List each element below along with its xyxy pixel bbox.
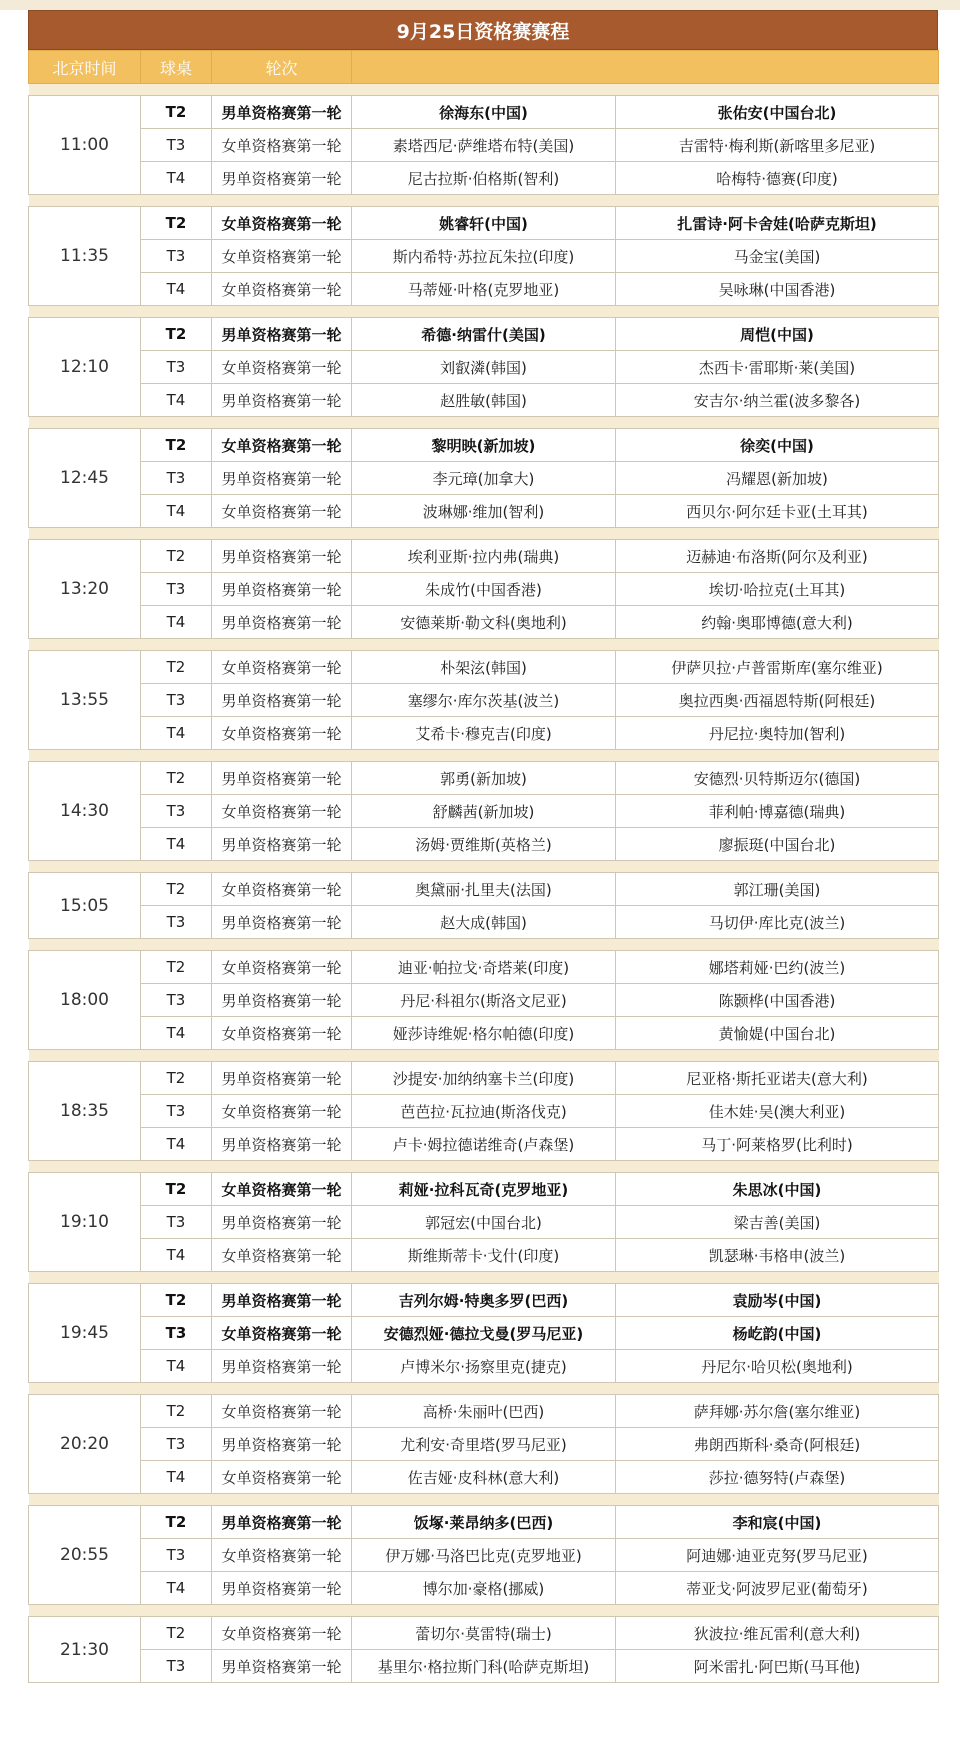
player2-cell: 蒂亚戈·阿波罗尼亚(葡萄牙) [616, 1572, 939, 1605]
slot-separator [29, 1050, 939, 1062]
separator-cell [29, 1383, 939, 1395]
player1-cell: 汤姆·贾维斯(英格兰) [352, 828, 616, 861]
time-cell: 21:30 [29, 1617, 141, 1683]
round-cell: 男单资格赛第一轮 [212, 762, 352, 795]
player2-cell: 廖振珽(中国台北) [616, 828, 939, 861]
table-cell: T3 [141, 351, 212, 384]
player1-cell: 李元璋(加拿大) [352, 462, 616, 495]
match-row [29, 96, 939, 129]
player2-cell: 马切伊·库比克(波兰) [616, 906, 939, 939]
round-cell: 女单资格赛第一轮 [212, 129, 352, 162]
round-cell: 男单资格赛第一轮 [212, 1062, 352, 1095]
round-cell: 男单资格赛第一轮 [212, 984, 352, 1017]
player2-cell: 弗朗西斯科·桑奇(阿根廷) [616, 1428, 939, 1461]
round-cell: 女单资格赛第一轮 [212, 240, 352, 273]
player1-cell: 博尔加·豪格(挪威) [352, 1572, 616, 1605]
table-cell: T3 [141, 984, 212, 1017]
round-cell: 男单资格赛第一轮 [212, 96, 352, 129]
round-cell: 男单资格赛第一轮 [212, 1506, 352, 1539]
match-row [29, 240, 939, 273]
table-cell: T3 [141, 129, 212, 162]
player2-cell: 菲利帕·博嘉德(瑞典) [616, 795, 939, 828]
time-cell: 12:10 [29, 318, 141, 417]
table-cell: T2 [141, 1617, 212, 1650]
player2-cell: 冯耀恩(新加坡) [616, 462, 939, 495]
player2-cell: 奥拉西奥·西福恩特斯(阿根廷) [616, 684, 939, 717]
table-cell: T2 [141, 1173, 212, 1206]
match-row [29, 1350, 939, 1383]
player2-cell: 伊萨贝拉·卢普雷斯库(塞尔维亚) [616, 651, 939, 684]
round-cell: 男单资格赛第一轮 [212, 906, 352, 939]
player2-cell: 李和宸(中国) [616, 1506, 939, 1539]
slot-separator [29, 861, 939, 873]
table-cell: T4 [141, 1572, 212, 1605]
player1-cell: 塞缪尔·库尔茨基(波兰) [352, 684, 616, 717]
player1-cell: 朱成竹(中国香港) [352, 573, 616, 606]
table-cell: T2 [141, 1284, 212, 1317]
player1-cell: 吉列尔姆·特奥多罗(巴西) [352, 1284, 616, 1317]
match-row [29, 1062, 939, 1095]
round-cell: 男单资格赛第一轮 [212, 318, 352, 351]
table-cell: T4 [141, 495, 212, 528]
match-row [29, 717, 939, 750]
slot-separator [29, 306, 939, 318]
table-cell: T2 [141, 762, 212, 795]
table-cell: T4 [141, 1239, 212, 1272]
player1-cell: 朴架泫(韩国) [352, 651, 616, 684]
match-row [29, 984, 939, 1017]
player2-cell: 凯瑟琳·韦格申(波兰) [616, 1239, 939, 1272]
separator-cell [29, 639, 939, 651]
time-cell: 20:55 [29, 1506, 141, 1605]
player1-cell: 希德·纳雷什(美国) [352, 318, 616, 351]
match-row [29, 906, 939, 939]
match-row [29, 429, 939, 462]
separator-cell [29, 84, 939, 96]
match-row [29, 1239, 939, 1272]
slot-separator [29, 1494, 939, 1506]
match-row [29, 873, 939, 906]
table-cell: T2 [141, 540, 212, 573]
table-cell: T2 [141, 873, 212, 906]
player1-cell: 蕾切尔·莫雷特(瑞士) [352, 1617, 616, 1650]
round-cell: 女单资格赛第一轮 [212, 1617, 352, 1650]
match-row [29, 1206, 939, 1239]
player1-cell: 安德烈娅·德拉戈曼(罗马尼亚) [352, 1317, 616, 1350]
round-cell: 男单资格赛第一轮 [212, 1128, 352, 1161]
match-row [29, 129, 939, 162]
table-cell: T3 [141, 1428, 212, 1461]
player2-cell: 埃切·哈拉克(土耳其) [616, 573, 939, 606]
separator-cell [29, 195, 939, 207]
match-row [29, 762, 939, 795]
round-cell: 男单资格赛第一轮 [212, 828, 352, 861]
round-cell: 女单资格赛第一轮 [212, 273, 352, 306]
player1-cell: 尤利安·奇里塔(罗马尼亚) [352, 1428, 616, 1461]
round-cell: 男单资格赛第一轮 [212, 462, 352, 495]
table-cell: T4 [141, 273, 212, 306]
slot-separator [29, 84, 939, 96]
table-cell: T4 [141, 717, 212, 750]
round-cell: 男单资格赛第一轮 [212, 540, 352, 573]
separator-cell [29, 306, 939, 318]
player2-cell: 哈梅特·德赛(印度) [616, 162, 939, 195]
table-cell: T3 [141, 1206, 212, 1239]
separator-cell [29, 1161, 939, 1173]
player2-cell: 丹尼尔·哈贝松(奥地利) [616, 1350, 939, 1383]
time-cell: 19:10 [29, 1173, 141, 1272]
player1-cell: 尼古拉斯·伯格斯(智利) [352, 162, 616, 195]
player2-cell: 阿米雷扎·阿巴斯(马耳他) [616, 1650, 939, 1683]
table-cell: T2 [141, 951, 212, 984]
match-row [29, 684, 939, 717]
time-cell: 12:45 [29, 429, 141, 528]
separator-cell [29, 528, 939, 540]
match-row [29, 162, 939, 195]
player1-cell: 郭冠宏(中国台北) [352, 1206, 616, 1239]
table-cell: T4 [141, 1017, 212, 1050]
separator-cell [29, 1494, 939, 1506]
slot-separator [29, 1383, 939, 1395]
table-cell: T2 [141, 1062, 212, 1095]
round-cell: 男单资格赛第一轮 [212, 384, 352, 417]
round-cell: 男单资格赛第一轮 [212, 1206, 352, 1239]
round-cell: 女单资格赛第一轮 [212, 951, 352, 984]
match-row [29, 462, 939, 495]
match-row [29, 1617, 939, 1650]
slot-separator [29, 417, 939, 429]
round-cell: 女单资格赛第一轮 [212, 1173, 352, 1206]
player2-cell: 徐奕(中国) [616, 429, 939, 462]
match-row [29, 351, 939, 384]
table-cell: T4 [141, 606, 212, 639]
player1-cell: 舒麟茜(新加坡) [352, 795, 616, 828]
player2-cell: 吴咏琳(中国香港) [616, 273, 939, 306]
player2-cell: 安吉尔·纳兰霍(波多黎各) [616, 384, 939, 417]
player2-cell: 萨拜娜·苏尔詹(塞尔维亚) [616, 1395, 939, 1428]
time-cell: 13:55 [29, 651, 141, 750]
round-cell: 女单资格赛第一轮 [212, 717, 352, 750]
round-cell: 女单资格赛第一轮 [212, 429, 352, 462]
player2-cell: 杨屹韵(中国) [616, 1317, 939, 1350]
time-cell: 14:30 [29, 762, 141, 861]
player1-cell: 饭塚·莱昂纳多(巴西) [352, 1506, 616, 1539]
player2-cell: 西贝尔·阿尔廷卡亚(土耳其) [616, 495, 939, 528]
slot-separator [29, 750, 939, 762]
time-cell: 13:20 [29, 540, 141, 639]
table-cell: T3 [141, 1539, 212, 1572]
table-cell: T2 [141, 318, 212, 351]
match-row [29, 573, 939, 606]
round-cell: 女单资格赛第一轮 [212, 1095, 352, 1128]
round-cell: 男单资格赛第一轮 [212, 1572, 352, 1605]
match-row [29, 1017, 939, 1050]
separator-cell [29, 750, 939, 762]
round-cell: 女单资格赛第一轮 [212, 873, 352, 906]
time-cell: 11:35 [29, 207, 141, 306]
player1-cell: 丹尼·科祖尔(斯洛文尼亚) [352, 984, 616, 1017]
player1-cell: 赵胜敏(韩国) [352, 384, 616, 417]
slot-separator [29, 1272, 939, 1284]
player1-cell: 赵大成(韩国) [352, 906, 616, 939]
player2-cell: 扎雷诗·阿卡舍娃(哈萨克斯坦) [616, 207, 939, 240]
table-cell: T4 [141, 1350, 212, 1383]
round-cell: 男单资格赛第一轮 [212, 573, 352, 606]
round-cell: 女单资格赛第一轮 [212, 1017, 352, 1050]
separator-cell [29, 861, 939, 873]
match-row [29, 1506, 939, 1539]
match-row [29, 1572, 939, 1605]
match-row [29, 384, 939, 417]
table-cell: T2 [141, 1506, 212, 1539]
player1-cell: 基里尔·格拉斯门科(哈萨克斯坦) [352, 1650, 616, 1683]
player2-cell: 佳木娃·吴(澳大利亚) [616, 1095, 939, 1128]
match-row [29, 1095, 939, 1128]
table-cell: T3 [141, 240, 212, 273]
player2-cell: 黄愉媞(中国台北) [616, 1017, 939, 1050]
player2-cell: 袁励岑(中国) [616, 1284, 939, 1317]
player2-cell: 陈颢桦(中国香港) [616, 984, 939, 1017]
table-header [29, 51, 939, 84]
player1-cell: 黎明映(新加坡) [352, 429, 616, 462]
round-cell: 男单资格赛第一轮 [212, 1428, 352, 1461]
match-row [29, 651, 939, 684]
table-cell: T3 [141, 795, 212, 828]
separator-cell [29, 1605, 939, 1617]
round-cell: 女单资格赛第一轮 [212, 651, 352, 684]
match-row [29, 1428, 939, 1461]
player2-cell: 莎拉·德努特(卢森堡) [616, 1461, 939, 1494]
player2-cell: 吉雷特·梅利斯(新喀里多尼亚) [616, 129, 939, 162]
time-cell: 20:20 [29, 1395, 141, 1494]
separator-cell [29, 939, 939, 951]
player1-cell: 迪亚·帕拉戈·奇塔莱(印度) [352, 951, 616, 984]
header-players [352, 51, 939, 84]
player2-cell: 阿迪娜·迪亚克努(罗马尼亚) [616, 1539, 939, 1572]
player1-cell: 波琳娜·维加(智利) [352, 495, 616, 528]
table-cell: T2 [141, 207, 212, 240]
time-cell: 15:05 [29, 873, 141, 939]
match-row [29, 1650, 939, 1683]
schedule-table [28, 50, 939, 1683]
table-cell: T3 [141, 1095, 212, 1128]
player1-cell: 佐吉娅·皮科林(意大利) [352, 1461, 616, 1494]
table-cell: T4 [141, 162, 212, 195]
round-cell: 女单资格赛第一轮 [212, 1461, 352, 1494]
player2-cell: 郭江珊(美国) [616, 873, 939, 906]
round-cell: 男单资格赛第一轮 [212, 162, 352, 195]
player1-cell: 沙提安·加纳纳塞卡兰(印度) [352, 1062, 616, 1095]
round-cell: 男单资格赛第一轮 [212, 1650, 352, 1683]
match-row [29, 828, 939, 861]
player1-cell: 高桥·朱丽叶(巴西) [352, 1395, 616, 1428]
match-row [29, 951, 939, 984]
player1-cell: 素塔西尼·萨维塔布特(美国) [352, 129, 616, 162]
match-row [29, 1539, 939, 1572]
round-cell: 男单资格赛第一轮 [212, 684, 352, 717]
table-cell: T2 [141, 651, 212, 684]
round-cell: 男单资格赛第一轮 [212, 1284, 352, 1317]
match-row [29, 1284, 939, 1317]
header-table: 球桌 [141, 51, 212, 84]
slot-separator [29, 195, 939, 207]
player2-cell: 马丁·阿莱格罗(比利时) [616, 1128, 939, 1161]
slot-separator [29, 528, 939, 540]
player2-cell: 娜塔莉娅·巴约(波兰) [616, 951, 939, 984]
match-row [29, 1317, 939, 1350]
round-cell: 女单资格赛第一轮 [212, 1395, 352, 1428]
table-cell: T3 [141, 906, 212, 939]
table-cell: T2 [141, 429, 212, 462]
round-cell: 女单资格赛第一轮 [212, 207, 352, 240]
separator-cell [29, 1272, 939, 1284]
match-row [29, 606, 939, 639]
round-cell: 女单资格赛第一轮 [212, 351, 352, 384]
table-cell: T3 [141, 573, 212, 606]
time-cell: 11:00 [29, 96, 141, 195]
player1-cell: 伊万娜·马洛巴比克(克罗地亚) [352, 1539, 616, 1572]
player1-cell: 娅莎诗维妮·格尔帕德(印度) [352, 1017, 616, 1050]
player2-cell: 张佑安(中国台北) [616, 96, 939, 129]
match-row [29, 540, 939, 573]
match-row [29, 1395, 939, 1428]
player1-cell: 姚睿轩(中国) [352, 207, 616, 240]
table-cell: T3 [141, 1650, 212, 1683]
player1-cell: 安德莱斯·勒文科(奥地利) [352, 606, 616, 639]
round-cell: 女单资格赛第一轮 [212, 1317, 352, 1350]
match-row [29, 1173, 939, 1206]
round-cell: 女单资格赛第一轮 [212, 1239, 352, 1272]
match-row [29, 1461, 939, 1494]
player2-cell: 约翰·奥耶博德(意大利) [616, 606, 939, 639]
slot-separator [29, 939, 939, 951]
player1-cell: 斯维斯蒂卡·戈什(印度) [352, 1239, 616, 1272]
player1-cell: 卢卡·姆拉德诺维奇(卢森堡) [352, 1128, 616, 1161]
player2-cell: 迈赫迪·布洛斯(阿尔及利亚) [616, 540, 939, 573]
player1-cell: 卢博米尔·扬察里克(捷克) [352, 1350, 616, 1383]
schedule-title: 9月25日资格赛赛程 [28, 10, 938, 50]
separator-cell [29, 417, 939, 429]
table-cell: T4 [141, 828, 212, 861]
player1-cell: 郭勇(新加坡) [352, 762, 616, 795]
player1-cell: 艾希卡·穆克吉(印度) [352, 717, 616, 750]
player2-cell: 周恺(中国) [616, 318, 939, 351]
round-cell: 男单资格赛第一轮 [212, 606, 352, 639]
player1-cell: 马蒂娅·叶格(克罗地亚) [352, 273, 616, 306]
match-row [29, 273, 939, 306]
header-round: 轮次 [212, 51, 352, 84]
round-cell: 女单资格赛第一轮 [212, 495, 352, 528]
table-cell: T3 [141, 1317, 212, 1350]
player1-cell: 埃利亚斯·拉内弗(瑞典) [352, 540, 616, 573]
slot-separator [29, 639, 939, 651]
match-row [29, 207, 939, 240]
player1-cell: 芭芭拉·瓦拉迪(斯洛伐克) [352, 1095, 616, 1128]
player1-cell: 斯内希特·苏拉瓦朱拉(印度) [352, 240, 616, 273]
schedule [28, 10, 938, 1683]
round-cell: 男单资格赛第一轮 [212, 1350, 352, 1383]
player2-cell: 尼亚格·斯托亚诺夫(意大利) [616, 1062, 939, 1095]
separator-cell [29, 1050, 939, 1062]
player2-cell: 朱思冰(中国) [616, 1173, 939, 1206]
player1-cell: 奥黛丽·扎里夫(法国) [352, 873, 616, 906]
player1-cell: 徐海东(中国) [352, 96, 616, 129]
table-cell: T2 [141, 1395, 212, 1428]
table-cell: T3 [141, 684, 212, 717]
round-cell: 女单资格赛第一轮 [212, 1539, 352, 1572]
match-row [29, 1128, 939, 1161]
player2-cell: 梁吉善(美国) [616, 1206, 939, 1239]
header-time: 北京时间 [29, 51, 141, 84]
table-cell: T4 [141, 384, 212, 417]
player2-cell: 安德烈·贝特斯迈尔(德国) [616, 762, 939, 795]
time-cell: 19:45 [29, 1284, 141, 1383]
table-cell: T3 [141, 462, 212, 495]
match-row [29, 795, 939, 828]
table-cell: T4 [141, 1461, 212, 1494]
player1-cell: 莉娅·拉科瓦奇(克罗地亚) [352, 1173, 616, 1206]
player2-cell: 狄波拉·维瓦雷利(意大利) [616, 1617, 939, 1650]
time-cell: 18:00 [29, 951, 141, 1050]
match-row [29, 495, 939, 528]
time-cell: 18:35 [29, 1062, 141, 1161]
slot-separator [29, 1605, 939, 1617]
round-cell: 女单资格赛第一轮 [212, 795, 352, 828]
player2-cell: 马金宝(美国) [616, 240, 939, 273]
table-cell: T2 [141, 96, 212, 129]
player2-cell: 丹尼拉·奥特加(智利) [616, 717, 939, 750]
top-strip [0, 0, 960, 10]
match-row [29, 318, 939, 351]
player1-cell: 刘叡潾(韩国) [352, 351, 616, 384]
player2-cell: 杰西卡·雷耶斯·莱(美国) [616, 351, 939, 384]
table-cell: T4 [141, 1128, 212, 1161]
slot-separator [29, 1161, 939, 1173]
